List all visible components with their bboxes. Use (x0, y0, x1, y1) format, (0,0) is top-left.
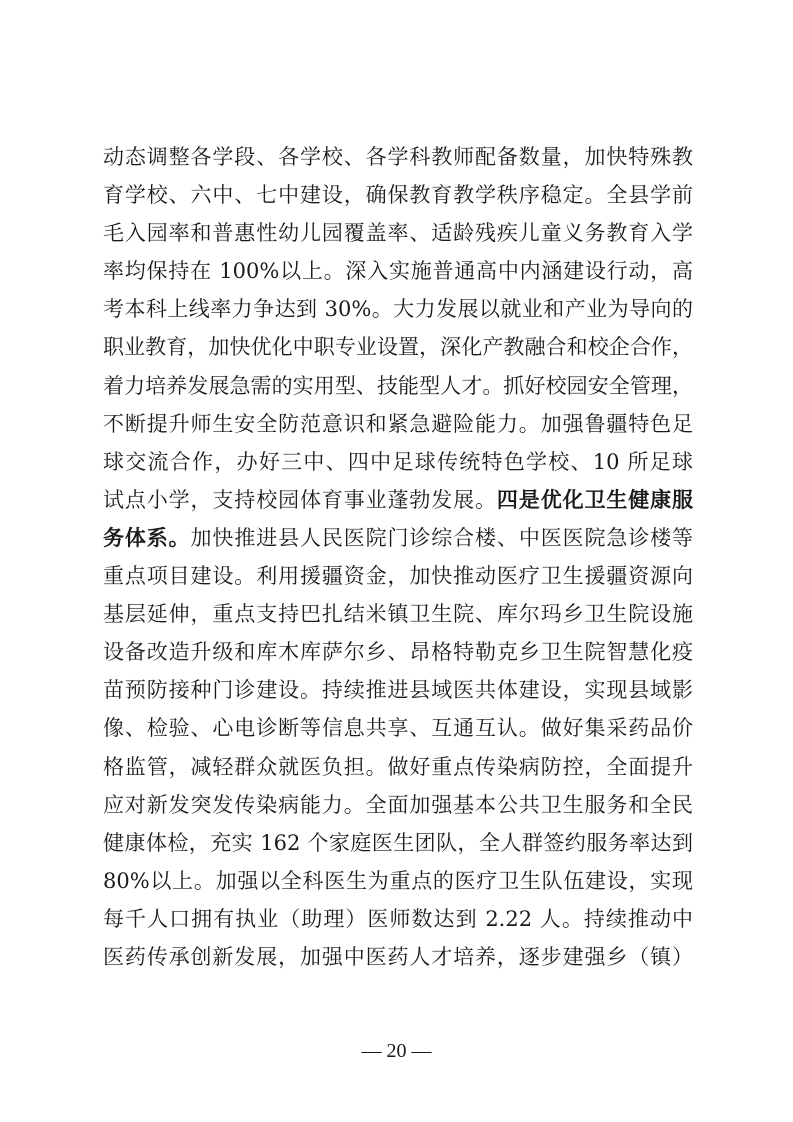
text-line (103, 786, 693, 824)
text-segment: 像、检验、心电诊断等信息共享、互通互认。做好集采药品价 (103, 716, 693, 741)
text-line (103, 938, 693, 976)
text-segment: 球交流合作，办好三中、四中足球传统特色学校、10 所足球 (103, 449, 693, 474)
text-line (103, 405, 693, 443)
text-segment: 动态调整各学段、各学校、各学科教师配备数量，加快特殊教 (103, 145, 693, 169)
text-segment: 加快推进县人民医院门诊综合楼、中医医院急诊楼等 (190, 525, 693, 550)
text-segment: 育学校、六中、七中建设，确保教育教学秩序稳定。全县学前 (103, 183, 693, 208)
text-line (103, 671, 693, 709)
text-line (103, 138, 693, 176)
text-line (103, 595, 693, 633)
text-line (103, 176, 693, 214)
text-segment: 率均保持在 100%以上。深入实施普通高中内涵建设行动，高 (103, 259, 693, 284)
text-segment: 毛入园率和普惠性幼儿园覆盖率、适龄残疾儿童义务教育入学 (103, 221, 693, 246)
text-segment: 着力培养发展急需的实用型、技能型人才。抓好校园安全管理， (103, 373, 693, 398)
text-line (103, 328, 693, 366)
text-segment: 试点小学，支持校园体育事业蓬勃发展。 (103, 487, 497, 512)
text-line (103, 900, 693, 938)
text-segment: 每千人口拥有执业（助理）医师数达到 2.22 人。持续推动中 (103, 906, 693, 931)
text-segment: 格监管，减轻群众就医负担。做好重点传染病防控，全面提升 (103, 754, 693, 779)
text-line (103, 557, 693, 595)
text-line (103, 824, 693, 862)
text-line (103, 443, 693, 481)
text-segment: 设备改造升级和库木库萨尔乡、昂格特勒克乡卫生院智慧化疫 (103, 640, 693, 665)
text-segment: 80%以上。加强以全科医生为重点的医疗卫生队伍建设，实现 (103, 868, 693, 893)
text-segment: 应对新发突发传染病能力。全面加强基本公共卫生服务和全民 (103, 792, 693, 817)
text-line (103, 214, 693, 252)
text-line (103, 633, 693, 671)
text-line (103, 290, 693, 328)
body-paragraph (103, 138, 693, 976)
bold-heading-text: 四是优化卫生健康服 (496, 486, 693, 512)
bold-heading-text: 务体系。 (103, 524, 191, 550)
text-line (103, 748, 693, 786)
text-segment: 考本科上线率力争达到 30%。大力发展以就业和产业为导向的 (103, 297, 693, 322)
text-segment: 不断提升师生安全防范意识和紧急避险能力。加强鲁疆特色足 (103, 411, 693, 436)
text-segment: 职业教育，加快优化中职专业设置，深化产教融合和校企合作， (103, 335, 693, 360)
text-line (103, 862, 693, 900)
text-segment: 重点项目建设。利用援疆资金，加快推动医疗卫生援疆资源向 (103, 564, 693, 589)
text-line (103, 709, 693, 747)
page-number: — 20 — (361, 1040, 432, 1062)
text-segment: 苗预防接种门诊建设。持续推进县域医共体建设，实现县域影 (103, 678, 693, 703)
text-line (103, 519, 693, 557)
text-line (103, 481, 693, 519)
text-line (103, 367, 693, 405)
text-segment: 健康体检，充实 162 个家庭医生团队，全人群签约服务率达到 (103, 830, 693, 855)
text-line (103, 252, 693, 290)
text-segment: 基层延伸，重点支持巴扎结米镇卫生院、库尔玛乡卫生院设施 (103, 602, 693, 627)
text-segment: 医药传承创新发展，加强中医药人才培养，逐步建强乡（镇） (103, 944, 693, 969)
